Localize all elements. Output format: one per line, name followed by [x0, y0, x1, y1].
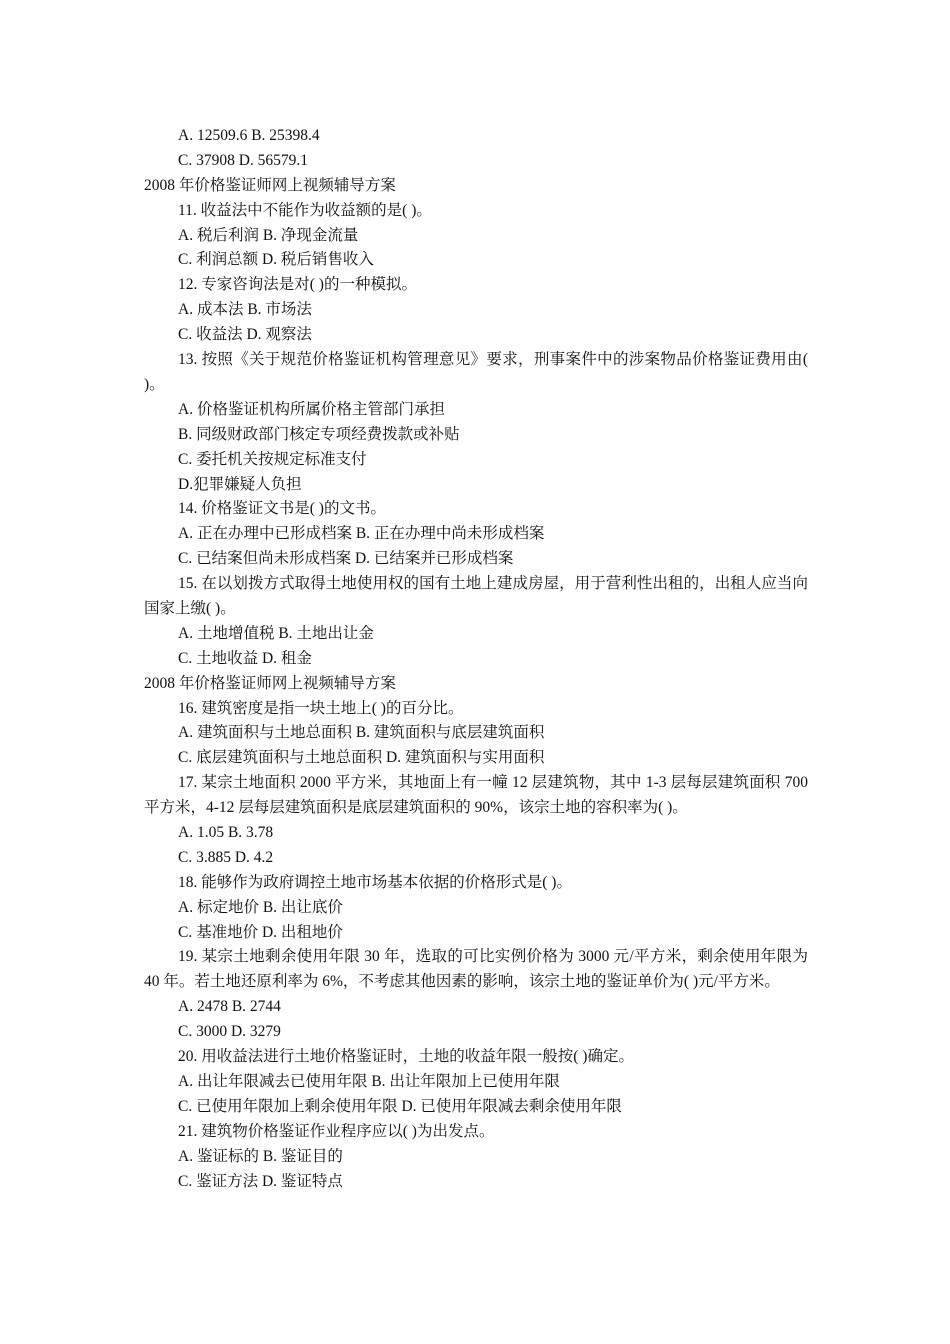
option-line: C. 已使用年限加上剩余使用年限 D. 已使用年限减去剩余使用年限 [178, 1097, 622, 1115]
question-18: 18. 能够作为政府调控土地市场基本依据的价格形式是( )。 [178, 873, 572, 891]
question-11: 11. 收益法中不能作为收益额的是( )。 [178, 201, 432, 219]
question-20: 20. 用收益法进行土地价格鉴证时，土地的收益年限一般按( )确定。 [178, 1048, 634, 1066]
option-line: A. 成本法 B. 市场法 [178, 301, 312, 319]
question-13: 13. 按照《关于规范价格鉴证机构管理意见》要求，刑事案件中的涉案物品价格鉴证费用由( )。 [144, 351, 808, 393]
option-line: A. 鉴证标的 B. 鉴证目的 [178, 1147, 343, 1165]
option-line: C. 收益法 D. 观察法 [178, 326, 312, 344]
option-line: C. 3.885 D. 4.2 [178, 848, 274, 866]
option-line: C. 底层建筑面积与土地总面积 D. 建筑面积与实用面积 [178, 749, 545, 767]
document-body [144, 124, 808, 1194]
option-line: C. 已结案但尚未形成档案 D. 已结案并已形成档案 [178, 550, 514, 568]
question-19: 19. 某宗土地剩余使用年限 30 年，选取的可比实例价格为 3000 元/平方米，剩余使用年限为 40 年。若土地还原利率为 6%，不考虑其他因素的影响，该宗土地的鉴证单价为( )元/平方米。 [144, 948, 808, 991]
option-line: A. 1.05 B. 3.78 [178, 824, 274, 842]
question-21: 21. 建筑物价格鉴证作业程序应以( )为出发点。 [178, 1122, 495, 1140]
question-14: 14. 价格鉴证文书是( )的文书。 [178, 500, 386, 518]
option-line: A. 建筑面积与土地总面积 B. 建筑面积与底层建筑面积 [178, 724, 545, 742]
option-line: C. 37908 D. 56579.1 [178, 151, 309, 169]
question-16: 16. 建筑密度是指一块土地上( )的百分比。 [178, 699, 464, 717]
option-line: A. 正在办理中已形成档案 B. 正在办理中尚未形成档案 [178, 525, 545, 543]
option-line: C. 基准地价 D. 出租地价 [178, 923, 343, 941]
section-header: 2008 年价格鉴证师网上视频辅导方案 [144, 674, 396, 692]
option-line: C. 鉴证方法 D. 鉴证特点 [178, 1172, 343, 1190]
option-line: A. 2478 B. 2744 [178, 998, 281, 1016]
option-line: A. 标定地价 B. 出让底价 [178, 898, 343, 916]
option-line: C. 委托机关按规定标准支付 [178, 450, 367, 468]
option-line: A. 出让年限减去已使用年限 B. 出让年限加上已使用年限 [178, 1072, 560, 1090]
option-line: A. 12509.6 B. 25398.4 [178, 127, 320, 144]
option-line: C. 3000 D. 3279 [178, 1023, 281, 1041]
option-line: C. 土地收益 D. 租金 [178, 649, 312, 667]
option-line: B. 同级财政部门核定专项经费拨款或补贴 [178, 425, 460, 443]
option-line: D.犯罪嫌疑人负担 [178, 475, 302, 493]
question-17: 17. 某宗土地面积 2000 平方米，其地面上有一幢 12 层建筑物，其中 1-3 层每层建筑面积 700 平方米，4-12 层每层建筑面积是底层建筑面积的 90%，该宗土地的容积率为( )。 [144, 774, 808, 817]
question-12: 12. 专家咨询法是对( )的一种模拟。 [178, 276, 417, 294]
option-line: A. 土地增值税 B. 土地出让金 [178, 624, 374, 642]
question-15: 15. 在以划拨方式取得土地使用权的国有土地上建成房屋，用于营利性出租的，出租人应当向国家上缴( )。 [144, 575, 808, 617]
option-line: A. 税后利润 B. 净现金流量 [178, 226, 359, 244]
option-line: C. 利润总额 D. 税后销售收入 [178, 251, 374, 269]
section-header: 2008 年价格鉴证师网上视频辅导方案 [144, 176, 396, 194]
option-line: A. 价格鉴证机构所属价格主管部门承担 [178, 400, 445, 418]
